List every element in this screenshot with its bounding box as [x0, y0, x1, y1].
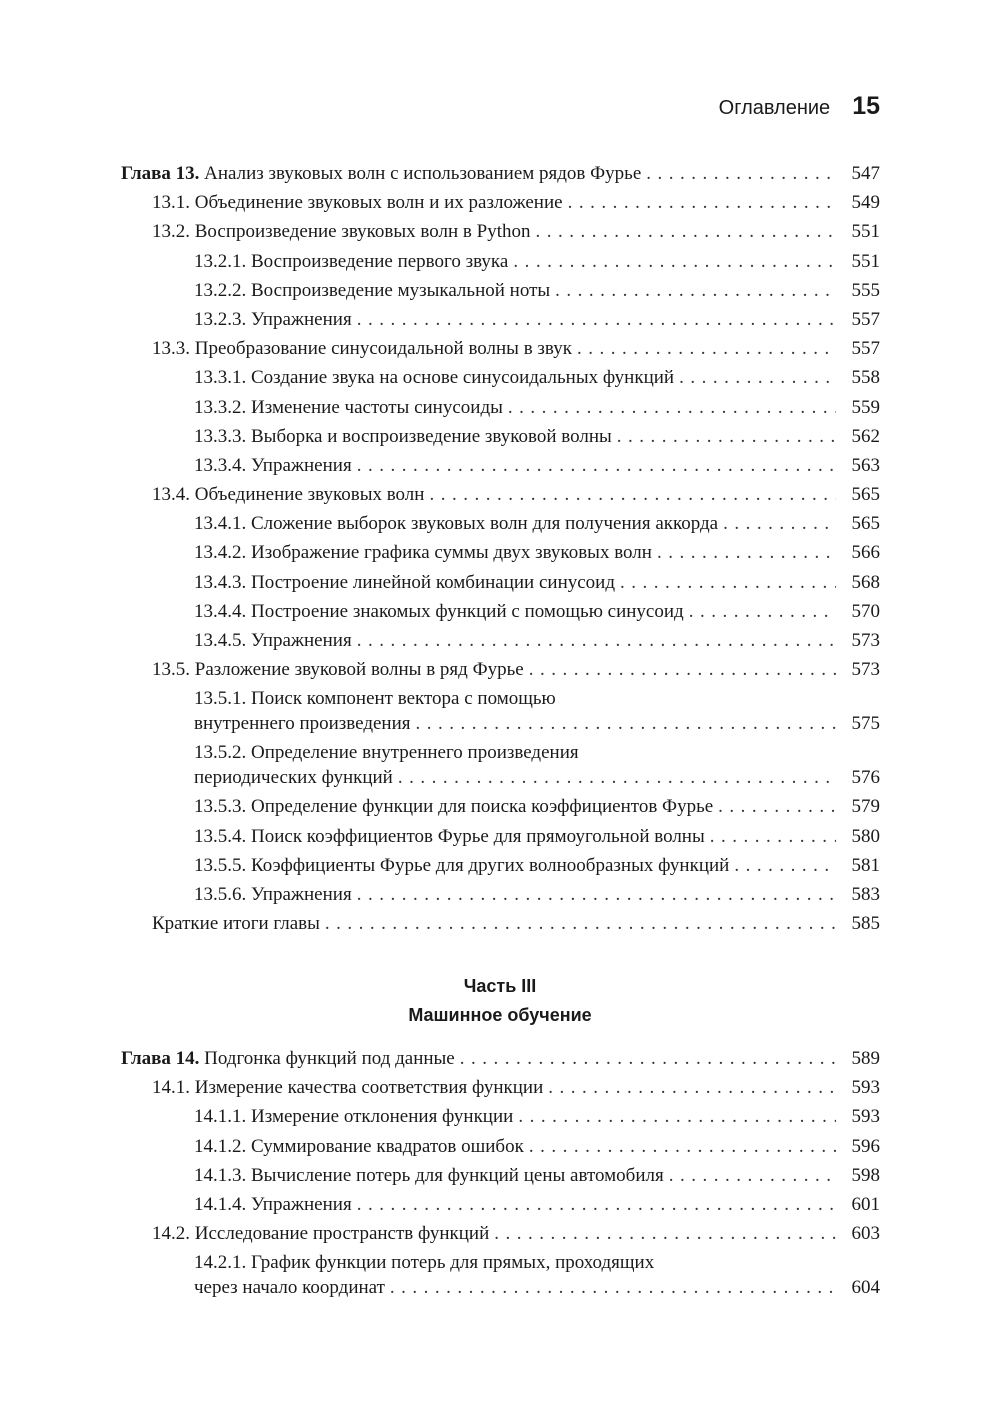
- dot-leader: [393, 765, 836, 790]
- toc-entry: [121, 217, 880, 246]
- toc-entry: [121, 792, 880, 821]
- toc-entry-title: Краткие итоги главы: [152, 913, 320, 935]
- toc-entry-title: 13.1. Объединение звуковых волн и их разложение: [152, 192, 563, 214]
- toc-entry-title: 13.5.5. Коэффициенты Фурье для других волнообразных функций: [194, 854, 730, 876]
- toc-page-number: 573: [851, 659, 880, 681]
- toc-entry-text: [121, 1044, 455, 1073]
- toc-entry-text: [194, 822, 705, 851]
- toc-entry-text: [152, 1219, 489, 1248]
- toc-entry: [121, 909, 880, 938]
- dot-leader: [352, 626, 836, 655]
- toc-entry-title: 13.4. Объединение звуковых волн: [152, 484, 425, 506]
- toc-page-number: 565: [851, 484, 880, 506]
- dot-leader: [705, 822, 836, 851]
- toc-entry: [121, 568, 880, 597]
- toc-page-number: 596: [851, 1135, 880, 1157]
- toc-page-number: 549: [851, 192, 880, 214]
- toc-page-number: 603: [851, 1223, 880, 1245]
- toc-entry: [121, 1073, 880, 1102]
- toc-entry-title: 14.1.4. Упражнения: [194, 1193, 352, 1215]
- toc-entry-text: [152, 217, 530, 246]
- toc-entry: [121, 822, 880, 851]
- dot-leader: [489, 1219, 836, 1248]
- toc-page-number: 593: [851, 1106, 880, 1128]
- dot-leader: [550, 276, 836, 305]
- toc-entry-text: [194, 568, 615, 597]
- toc-page-number: 598: [851, 1164, 880, 1186]
- toc-entry-text: [121, 159, 641, 188]
- toc-entry-title: 13.4.3. Построение линейной комбинации синусоид: [194, 571, 616, 593]
- toc-entry-title: 13.2.2. Воспроизведение музыкальной ноты: [194, 279, 551, 301]
- toc-entry-text: [194, 880, 352, 909]
- toc-entry-title: 14.1.3. Вычисление потерь для функций цены автомобиля: [194, 1164, 664, 1186]
- dot-leader: [615, 568, 836, 597]
- toc-entry-title: 14.1.2. Суммирование квадратов ошибок: [194, 1135, 524, 1157]
- toc-entry: [121, 188, 880, 217]
- toc-entry-text: [194, 626, 352, 655]
- toc-entry-title: 13.4.1. Сложение выборок звуковых волн для получения аккорда: [194, 513, 719, 535]
- toc-entry-text: [194, 792, 713, 821]
- toc-entry: [121, 480, 880, 509]
- toc-entry-title: 14.2. Исследование пространств функций: [152, 1223, 490, 1245]
- toc-entry: [121, 538, 880, 567]
- dot-leader: [508, 247, 836, 276]
- dot-leader: [684, 597, 836, 626]
- toc-entry-text: [152, 1073, 543, 1102]
- toc-entry-title: 13.3. Преобразование синусоидальной волны в звук: [152, 338, 572, 360]
- toc-page-number: 557: [851, 338, 880, 360]
- toc-entry-title: 14.2.1. График функции потерь для прямых, проходящих: [194, 1252, 655, 1274]
- toc-page-number: 604: [851, 1277, 880, 1299]
- toc-entry-title: 13.5.1. Поиск компонент вектора с помощью: [194, 688, 556, 710]
- toc-page-number: 581: [851, 854, 880, 876]
- toc-entry-title-continued: периодических функций: [194, 767, 393, 789]
- dot-leader: [424, 480, 836, 509]
- toc-entry: [121, 880, 880, 909]
- toc-entry: [121, 1190, 880, 1219]
- toc-page-number: 579: [851, 796, 880, 818]
- part-title: Машинное обучение: [408, 1005, 592, 1025]
- toc-entry: [121, 738, 880, 792]
- toc-page-number: 565: [851, 513, 880, 535]
- toc-entry-title: 14.1.1. Измерение отклонения функции: [194, 1106, 514, 1128]
- toc-entry-text: [194, 363, 674, 392]
- running-header-title: Оглавление: [718, 97, 831, 119]
- toc-page-number: 555: [851, 279, 880, 301]
- toc-entry: [121, 422, 880, 451]
- toc-entry-text: [194, 276, 550, 305]
- toc-entry: [121, 1161, 880, 1190]
- toc-entry-title-continued: внутреннего произведения: [194, 713, 411, 735]
- dot-leader: [713, 792, 836, 821]
- dot-leader: [612, 422, 836, 451]
- toc-entry-text: [194, 509, 718, 538]
- toc-entry: [121, 1132, 880, 1161]
- running-header: [600, 92, 880, 121]
- toc-page-number: 580: [851, 825, 880, 847]
- dot-leader: [411, 711, 836, 736]
- dot-leader: [674, 363, 836, 392]
- toc-entry-line: [194, 765, 880, 790]
- toc-entry: [121, 451, 880, 480]
- toc-entry-text: [194, 393, 503, 422]
- toc-entry-title: 13.2.1. Воспроизведение первого звука: [194, 250, 509, 272]
- toc-page-number: 575: [851, 713, 880, 735]
- dot-leader: [503, 393, 836, 422]
- toc-entry-line: [194, 711, 880, 736]
- toc-entry: [121, 851, 880, 880]
- part-label: Часть III: [463, 976, 537, 996]
- toc-page-number: 557: [851, 308, 880, 330]
- dot-leader: [513, 1102, 836, 1131]
- toc-entry-text: [194, 538, 652, 567]
- dot-leader: [718, 509, 836, 538]
- toc-page-number: 589: [851, 1048, 880, 1069]
- toc-page-number: 558: [851, 367, 880, 389]
- toc-entry-title: 13.2.3. Упражнения: [194, 308, 352, 330]
- toc-entry-title: 13.3.2. Изменение частоты синусоиды: [194, 396, 503, 418]
- toc-chapter-13: [121, 159, 880, 938]
- toc-chapter-entry: [121, 159, 880, 188]
- dot-leader: [641, 159, 836, 188]
- toc-entry: [121, 509, 880, 538]
- toc-entry-title-continued: через начало координат: [194, 1277, 385, 1299]
- dot-leader: [455, 1044, 836, 1073]
- dot-leader: [543, 1073, 836, 1102]
- toc-page-number: 601: [851, 1193, 880, 1215]
- toc-entry: [121, 393, 880, 422]
- dot-leader: [524, 1132, 836, 1161]
- dot-leader: [664, 1161, 836, 1190]
- toc-entry-text: [194, 851, 729, 880]
- toc-entry-title: 13.4.4. Построение знакомых функций с помощью синусоид: [194, 600, 684, 622]
- toc-page-number: 562: [851, 425, 880, 447]
- toc-entry-text: [194, 1161, 664, 1190]
- toc-entry-title: 13.5.6. Упражнения: [194, 883, 352, 905]
- toc-page-number: 563: [851, 454, 880, 476]
- toc-page-number: 566: [851, 542, 880, 564]
- toc-page-number: 551: [851, 221, 880, 243]
- toc-chapter-entry: [121, 1044, 880, 1073]
- toc-entry-text: [194, 597, 684, 626]
- dot-leader: [352, 451, 836, 480]
- toc-entry-title: 13.5. Разложение звуковой волны в ряд Фурье: [152, 659, 524, 681]
- toc-entry-title: 13.4.2. Изображение графика суммы двух звуковых волн: [194, 542, 652, 564]
- toc-entry-text: [194, 247, 508, 276]
- dot-leader: [563, 188, 836, 217]
- dot-leader: [652, 538, 836, 567]
- toc-page-number: 570: [851, 600, 880, 622]
- dot-leader: [729, 851, 836, 880]
- toc-entry: [121, 1248, 880, 1302]
- dot-leader: [352, 305, 836, 334]
- toc-entry-title: 14.1. Измерение качества соответствия функции: [152, 1077, 544, 1099]
- dot-leader: [352, 1190, 836, 1219]
- dot-leader: [524, 655, 836, 684]
- toc-entry-text: [194, 1190, 352, 1219]
- toc-entry: [121, 276, 880, 305]
- toc-page-number: 547: [851, 163, 880, 184]
- chapter-label: Глава 14.: [121, 1048, 200, 1069]
- toc-entry: [121, 363, 880, 392]
- toc-entry-title: Подгонка функций под данные: [204, 1048, 455, 1069]
- part-heading: [0, 972, 1000, 1030]
- toc-entry: [121, 684, 880, 738]
- toc-entry-text: [194, 422, 612, 451]
- toc-page-number: 593: [851, 1077, 880, 1099]
- toc-entry-text: [194, 451, 352, 480]
- toc-entry-title: 13.5.2. Определение внутреннего произведения: [194, 742, 579, 764]
- toc-entry: [121, 305, 880, 334]
- toc-entry-title: 13.4.5. Упражнения: [194, 630, 352, 651]
- toc-entry-text: [152, 480, 424, 509]
- toc-page-number: 568: [851, 571, 880, 593]
- toc-entry-text: [194, 1102, 513, 1131]
- toc-entry: [121, 334, 880, 363]
- dot-leader: [572, 334, 836, 363]
- toc-entry: [121, 1219, 880, 1248]
- toc-entry-title: Анализ звуковых волн с использованием рядов Фурье: [204, 163, 642, 184]
- toc-entry-text: [194, 1132, 524, 1161]
- toc-entry: [121, 655, 880, 684]
- toc-page-number: 583: [851, 883, 880, 905]
- toc-entry-line: [194, 1275, 880, 1300]
- toc-entry-text: [152, 655, 524, 684]
- toc-entry: [121, 626, 880, 655]
- dot-leader: [320, 909, 836, 938]
- toc-entry: [121, 597, 880, 626]
- toc-entry-text: [152, 334, 572, 363]
- toc-entry-text: [194, 305, 352, 334]
- dot-leader: [352, 880, 836, 909]
- dot-leader: [530, 217, 836, 246]
- toc-entry-title: 13.2. Воспроизведение звуковых волн в Python: [152, 221, 531, 243]
- toc-entry: [121, 247, 880, 276]
- chapter-label: Глава 13.: [121, 163, 200, 184]
- toc-entry-title: 13.5.3. Определение функции для поиска коэффициентов Фурье: [194, 796, 714, 818]
- toc-page-number: 585: [851, 913, 880, 935]
- toc-entry-text: [152, 909, 320, 938]
- toc-entry-title: 13.3.1. Создание звука на основе синусоидальных функций: [194, 367, 675, 389]
- toc-page-number: 551: [851, 250, 880, 272]
- toc-entry-title: 13.5.4. Поиск коэффициентов Фурье для прямоугольной волны: [194, 825, 705, 847]
- toc-page-number: 576: [851, 767, 880, 789]
- toc-entry-text: [152, 188, 563, 217]
- toc-entry-title: 13.3.4. Упражнения: [194, 454, 352, 476]
- page-number: 15: [852, 92, 880, 120]
- dot-leader: [385, 1275, 836, 1300]
- toc-entry-title: 13.3.3. Выборка и воспроизведение звуковой волны: [194, 425, 612, 447]
- toc-entry: [121, 1102, 880, 1131]
- toc-page-number: 573: [851, 630, 880, 651]
- toc-page-number: 559: [851, 396, 880, 418]
- toc-chapter-14: [121, 1044, 880, 1302]
